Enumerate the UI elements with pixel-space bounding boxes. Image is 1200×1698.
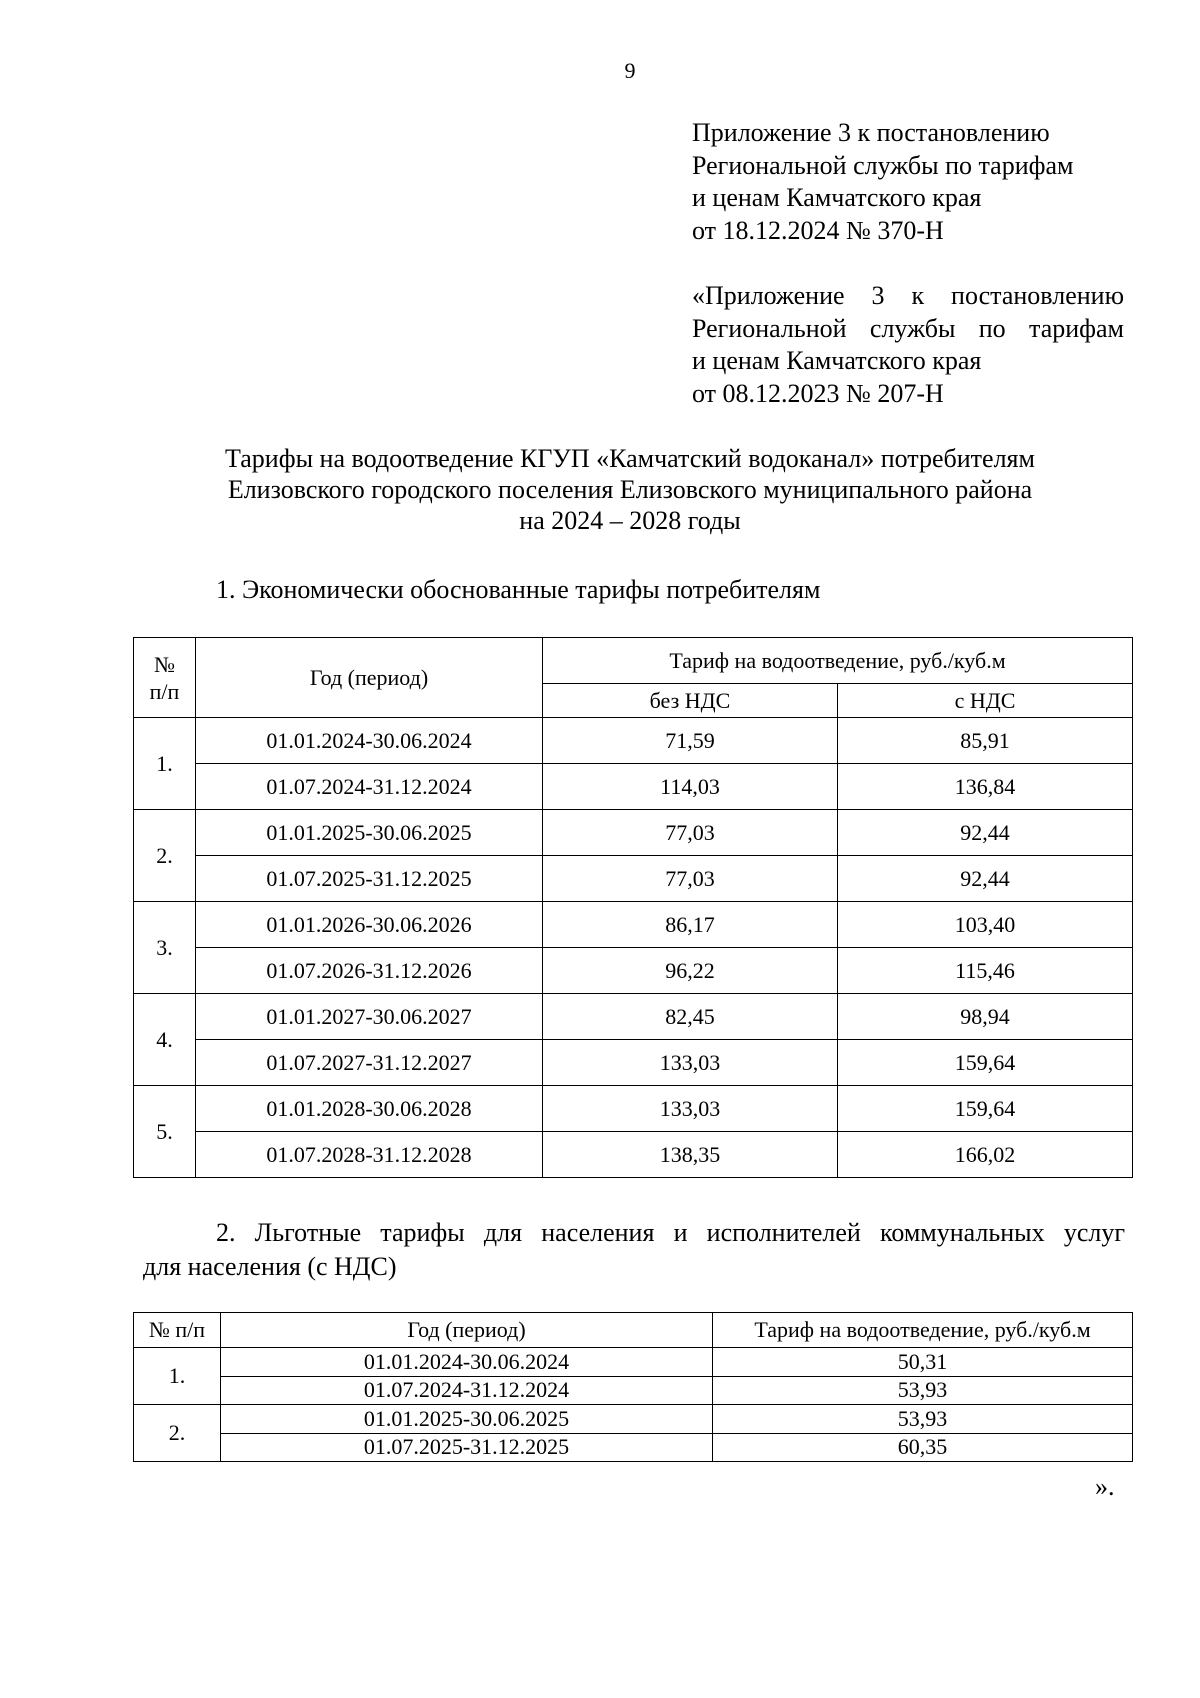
table-row: [134, 764, 1133, 810]
table-header-row: [134, 1313, 1133, 1348]
cell-no-vat: 86,17: [543, 902, 838, 948]
title-line: Елизовского городского поселения Елизовского муниципального района: [227, 475, 1033, 504]
header-with-vat: с НДС: [838, 684, 1133, 718]
appendix-line: Региональной службы по тарифам: [692, 150, 1074, 180]
cell-no-vat: 77,03: [543, 856, 838, 902]
table-row: [134, 1040, 1133, 1086]
cell-with-vat: 159,64: [838, 1086, 1133, 1132]
row-number: 3.: [134, 902, 196, 994]
cell-with-vat: 166,02: [838, 1132, 1133, 1178]
table-header-row: [134, 638, 1133, 684]
header-num: [134, 638, 196, 718]
header-num-line1: №: [154, 651, 175, 677]
preferential-tariffs-table: [133, 1312, 1133, 1462]
cell-with-vat: 92,44: [838, 856, 1133, 902]
cell-period: 01.07.2027-31.12.2027: [196, 1040, 543, 1086]
cell-period: 01.07.2025-31.12.2025: [196, 856, 543, 902]
cell-no-vat: 114,03: [543, 764, 838, 810]
cell-with-vat: 115,46: [838, 948, 1133, 994]
header-tariff: Тариф на водоотведение, руб./куб.м: [543, 638, 1133, 684]
table-row: [134, 1348, 1133, 1377]
table-row: [134, 1132, 1133, 1178]
economic-tariffs-table: [133, 637, 1133, 1178]
table-row: [134, 902, 1133, 948]
cell-period: 01.01.2028-30.06.2028: [196, 1086, 543, 1132]
header-period: Год (период): [196, 638, 543, 718]
cell-no-vat: 138,35: [543, 1132, 838, 1178]
cell-no-vat: 96,22: [543, 948, 838, 994]
cell-tariff: 53,93: [713, 1376, 1133, 1405]
cell-no-vat: 133,03: [543, 1040, 838, 1086]
appendix-line: Приложение 3 к постановлению: [692, 118, 1050, 147]
cell-with-vat: 159,64: [838, 1040, 1133, 1086]
title-line: Тарифы на водоотведение КГУП «Камчатский водоканал» потребителям: [225, 444, 1035, 473]
header-num-line2: п/п: [149, 678, 180, 704]
appendix-current: [692, 117, 1124, 247]
closing-quote: ».: [1095, 1472, 1115, 1501]
table-row: [134, 994, 1133, 1040]
cell-with-vat: 136,84: [838, 764, 1133, 810]
title-line: на 2024 – 2028 годы: [519, 506, 741, 535]
appendix-line: «Приложение 3 к постановлению: [692, 281, 1124, 310]
row-number: 2.: [134, 810, 196, 902]
cell-tariff: 50,31: [713, 1348, 1133, 1377]
table-row: [134, 1405, 1133, 1434]
appendix-previous: [692, 280, 1124, 410]
row-number: 1.: [134, 718, 196, 810]
cell-no-vat: 77,03: [543, 810, 838, 856]
document-title: [130, 443, 1130, 536]
appendix-line: и ценам Камчатского края: [692, 346, 982, 375]
cell-period: 01.07.2026-31.12.2026: [196, 948, 543, 994]
cell-period: 01.01.2024-30.06.2024: [196, 718, 543, 764]
table-row: [134, 1086, 1133, 1132]
appendix-line: Региональной службы по тарифам: [692, 313, 1124, 343]
header-tariff: Тариф на водоотведение, руб./куб.м: [713, 1313, 1133, 1348]
cell-period: 01.01.2024-30.06.2024: [221, 1348, 713, 1377]
cell-no-vat: 133,03: [543, 1086, 838, 1132]
cell-with-vat: 103,40: [838, 902, 1133, 948]
table-row: [134, 1376, 1133, 1405]
table-row: [134, 1433, 1133, 1462]
cell-period: 01.01.2026-30.06.2026: [196, 902, 543, 948]
section2-heading-line: 2. Льготные тарифы для населения и исполнителей коммунальных услуг: [216, 1218, 1125, 1247]
cell-period: 01.01.2027-30.06.2027: [196, 994, 543, 1040]
header-num: № п/п: [134, 1313, 221, 1348]
cell-tariff: 53,93: [713, 1405, 1133, 1434]
appendix-line: от 18.12.2024 № 370-Н: [692, 215, 944, 245]
section2-heading-line: для населения (с НДС): [143, 1252, 397, 1281]
table-row: [134, 810, 1133, 856]
page-number: 9: [624, 58, 636, 83]
table-row: [134, 948, 1133, 994]
appendix-line: от 08.12.2023 № 207-Н: [692, 378, 944, 408]
cell-period: 01.07.2024-31.12.2024: [196, 764, 543, 810]
table-row: [134, 856, 1133, 902]
row-number: 2.: [134, 1405, 221, 1462]
cell-with-vat: 92,44: [838, 810, 1133, 856]
cell-period: 01.01.2025-30.06.2025: [221, 1405, 713, 1434]
cell-with-vat: 98,94: [838, 994, 1133, 1040]
table-row: [134, 718, 1133, 764]
cell-period: 01.07.2028-31.12.2028: [196, 1132, 543, 1178]
section2-heading: [143, 1216, 1125, 1284]
cell-with-vat: 85,91: [838, 718, 1133, 764]
cell-tariff: 60,35: [713, 1433, 1133, 1462]
cell-period: 01.07.2024-31.12.2024: [221, 1376, 713, 1405]
cell-no-vat: 82,45: [543, 994, 838, 1040]
cell-period: 01.01.2025-30.06.2025: [196, 810, 543, 856]
header-no-vat: без НДС: [543, 684, 838, 718]
row-number: 4.: [134, 994, 196, 1086]
header-period: Год (период): [221, 1313, 713, 1348]
section1-heading: 1. Экономически обоснованные тарифы потребителям: [216, 575, 821, 604]
appendix-line: и ценам Камчатского края: [692, 183, 982, 212]
row-number: 5.: [134, 1086, 196, 1178]
cell-period: 01.07.2025-31.12.2025: [221, 1433, 713, 1462]
row-number: 1.: [134, 1348, 221, 1405]
cell-no-vat: 71,59: [543, 718, 838, 764]
